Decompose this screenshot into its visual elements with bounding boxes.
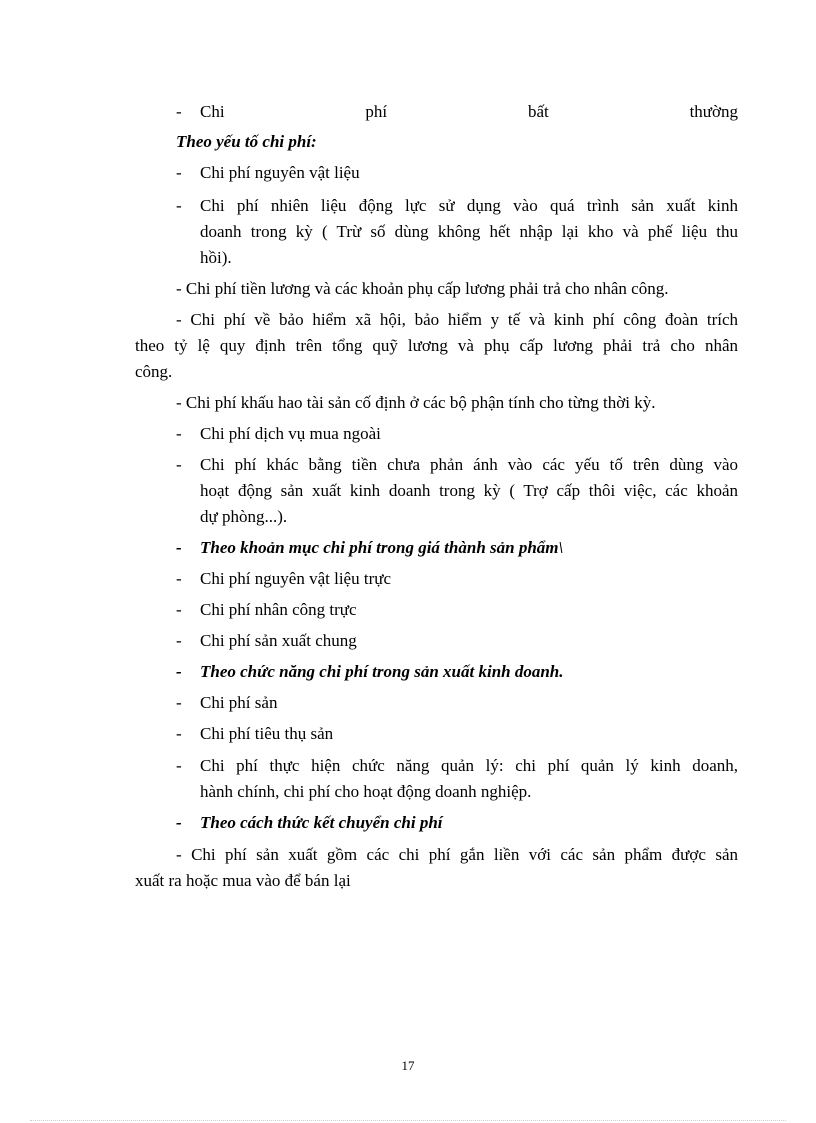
bullet-dash: - (176, 538, 182, 557)
paragraph: - Chi phí khấu hao tài sản cố định ở các bộ phận tính cho từng thời kỳ. (176, 393, 656, 412)
paragraph-line: - Chi phí về bảo hiểm xã hội, bảo hiểm y tế và kinh phí công đoàn trích (176, 310, 738, 329)
bullet-dash: - (176, 455, 182, 474)
bullet-dash: - (176, 662, 182, 681)
word: thường (689, 102, 738, 121)
word: Chi (200, 102, 225, 121)
list-item-line: hồi). (200, 248, 232, 267)
list-item-line: Chi phí khác bằng tiền chưa phản ánh vào các yếu tố trên dùng vào (200, 455, 738, 474)
paragraph-line: xuất ra hoặc mua vào để bán lại (135, 871, 351, 890)
bullet-dash: - (176, 424, 182, 443)
list-item: Chi phí nguyên vật liệu trực (200, 569, 391, 588)
page-number: 17 (401, 1058, 415, 1073)
list-item-line: hành chính, chi phí cho hoạt động doanh nghiệp. (200, 782, 532, 801)
paragraph-line: - Chi phí sản xuất gồm các chi phí gắn liền với các sản phẩm được sản (176, 845, 738, 864)
list-item-line: hoạt động sản xuất kinh doanh trong kỳ ( Trợ cấp thôi việc, các khoản (200, 481, 738, 500)
bullet-dash: - (176, 569, 182, 588)
list-item-line: Chi phí thực hiện chức năng quản lý: chi phí quản lý kinh doanh, (200, 756, 738, 775)
bullet-dash: - (176, 600, 182, 619)
section-heading-khoan-muc: Theo khoản mục chi phí trong giá thành sản phẩm\ (200, 538, 564, 557)
list-item: Chi phí sản (200, 693, 278, 712)
list-item: Chi phí sản xuất chung (200, 631, 357, 650)
bullet-dash: - (176, 196, 182, 215)
word: bất (527, 102, 549, 121)
list-item-line: Chi phí nhiên liệu động lực sử dụng vào quá trình sản xuất kinh (200, 196, 738, 215)
bullet-dash: - (176, 631, 182, 650)
bullet-dash: - (176, 724, 182, 743)
list-item-line: doanh trong kỳ ( Trừ số dùng không hết nhập lại kho và phế liệu thu (200, 222, 738, 241)
list-item-chi-phi-bat-thuong (200, 99, 738, 125)
bullet-dash: - (176, 756, 182, 775)
paragraph-line: theo tỷ lệ quy định trên tổng quỹ lương và phụ cấp lương phải trả cho nhân (135, 336, 738, 355)
bullet-dash: - (176, 102, 182, 121)
paragraph-line: công. (135, 362, 173, 381)
list-item-line: dự phòng...). (200, 507, 288, 526)
word: phí (365, 102, 388, 121)
section-heading-ket-chuyen: Theo cách thức kết chuyển chi phí (200, 813, 443, 832)
list-item: Chi phí nhân công trực (200, 600, 357, 619)
bullet-dash: - (176, 163, 182, 182)
list-item: Chi phí tiêu thụ sản (200, 724, 334, 743)
footer-divider (30, 1120, 786, 1121)
list-item: Chi phí dịch vụ mua ngoài (200, 424, 381, 443)
bullet-dash: - (176, 813, 182, 832)
paragraph: - Chi phí tiền lương và các khoản phụ cấp lương phải trả cho nhân công. (176, 279, 669, 298)
section-heading-yeu-to: Theo yếu tố chi phí: (176, 132, 317, 151)
bullet-dash: - (176, 693, 182, 712)
section-heading-chuc-nang: Theo chức năng chi phí trong sản xuất kinh doanh. (200, 662, 564, 681)
list-item: Chi phí nguyên vật liệu (200, 163, 360, 182)
